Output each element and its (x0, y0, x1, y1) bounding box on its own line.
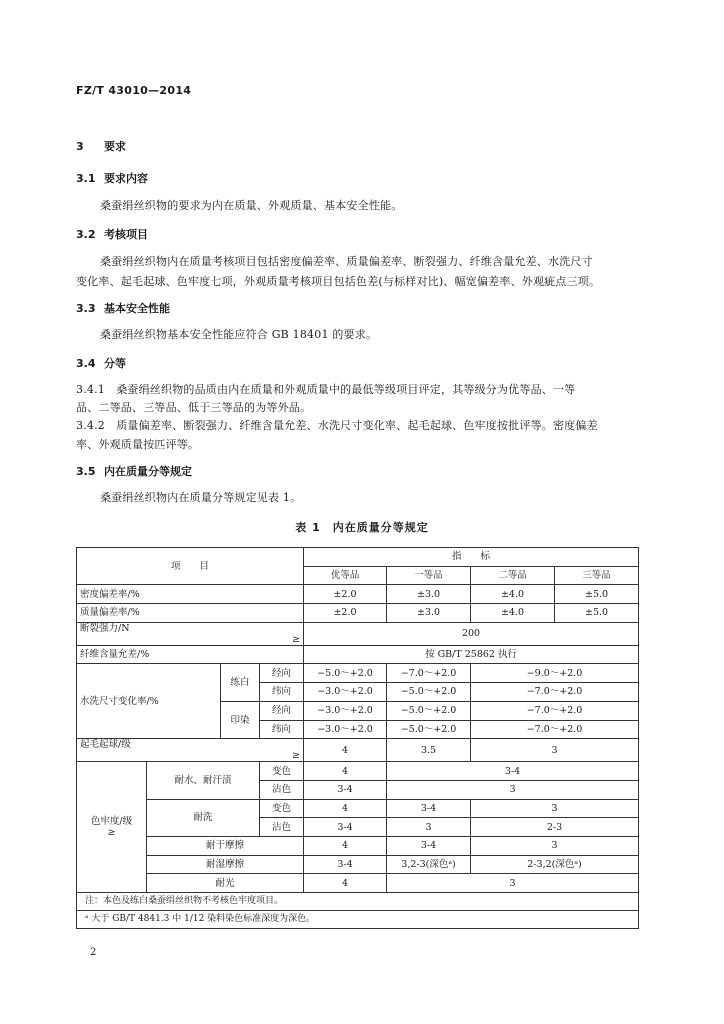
ge-symbol: ≥ (107, 827, 116, 839)
table-cell: −3.0～+2.0 (304, 720, 387, 739)
standard-header: FZ/T 43010—2014 (76, 84, 192, 97)
row-label: 纤维含量允差/% (77, 645, 304, 664)
table-cell: 3 (387, 780, 639, 799)
sub-label-white: 练白 (221, 664, 260, 701)
table-cell: −3.0～+2.0 (304, 683, 387, 702)
row-label (77, 739, 304, 762)
table-cell: 2-3 (471, 818, 639, 837)
table-cell: 4 (304, 874, 387, 893)
table-cell: −9.0～+2.0 (471, 664, 639, 683)
table-cell: 按 GB/T 25862 执行 (304, 645, 639, 664)
direction-warp: 经向 (260, 701, 304, 720)
row-label (77, 622, 304, 645)
section-title: 分等 (104, 357, 126, 370)
section-title: 要求内容 (104, 172, 148, 185)
page-number: 2 (90, 947, 97, 958)
section-3-1-text: 桑蚕绢丝织物的要求为内在质量、外观质量、基本安全性能。 (100, 199, 403, 212)
table-cell: 3.5 (387, 739, 471, 762)
section-3-1-heading (76, 170, 148, 186)
section-3-heading (76, 138, 126, 154)
table-cell: −5.0～+2.0 (387, 720, 471, 739)
section-title: 内在质量分等规定 (104, 465, 192, 478)
table-row-fiber (77, 645, 639, 664)
table-row-pilling (77, 739, 639, 762)
table-cell: 4 (304, 836, 387, 855)
section-number: 3.2 (76, 228, 96, 241)
table-row-wash-white-warp (77, 664, 639, 683)
table-cell: 2-3,2(深色ᵃ) (471, 855, 639, 874)
section-3-4-2-line2: 率、外观质量按匹评等。 (76, 438, 200, 451)
table-cell: 3-4 (387, 836, 471, 855)
section-3-4-2-line1: 3.4.2 质量偏差率、断裂强力、纤维含量允差、水洗尺寸变化率、起毛起球、色牢度按批评等。密度偏差 (76, 419, 598, 432)
section-title: 要求 (104, 140, 126, 153)
table-cell: 3 (387, 818, 471, 837)
header-index: 指 标 (304, 548, 639, 567)
table-cell: 4 (304, 739, 387, 762)
sub-label-light: 耐光 (147, 874, 304, 893)
section-3-3-heading (76, 300, 170, 316)
section-number: 3.1 (76, 172, 96, 185)
row-label-text: 起毛起球/级 (80, 739, 131, 751)
section-title: 考核项目 (104, 228, 148, 241)
table-row-color-wash-fade (77, 799, 639, 818)
table-cell: ±4.0 (471, 585, 555, 604)
table-cell: ±5.0 (555, 604, 639, 623)
sub-label-stain: 沾色 (260, 818, 304, 837)
table-cell: −5.0～+2.0 (387, 701, 471, 720)
table-row-color-dry-rub (77, 836, 639, 855)
table-caption: 表 1 内在质量分等规定 (295, 521, 429, 534)
section-3-4-1-line2: 品、二等品、三等品、低于三等品的为等外品。 (76, 401, 312, 414)
table-footnote: ᵃ 大于 GB/T 4841.3 中 1/12 染料染色标准深度为深色。 (77, 911, 639, 929)
section-number: 3.4 (76, 357, 96, 370)
grade-first: 一等品 (387, 566, 471, 585)
table-cell: 3 (471, 836, 639, 855)
sub-label-dry-rub: 耐干摩擦 (147, 836, 304, 855)
table-cell: 200 (304, 622, 639, 645)
table-cell: ±2.0 (304, 585, 387, 604)
row-label: 质量偏差率/% (77, 604, 304, 623)
section-number: 3.3 (76, 302, 96, 315)
section-3-5-heading (76, 463, 192, 479)
table-row-color-wet-rub (77, 855, 639, 874)
table-note: 注：本色及练白桑蚕绢丝织物不考核色牢度项目。 (77, 893, 639, 911)
sub-label-stain: 沾色 (260, 780, 304, 799)
table-cell: 4 (304, 762, 387, 781)
table-row-density (77, 585, 639, 604)
table-cell: −5.0～+2.0 (387, 683, 471, 702)
table-cell: 3 (471, 799, 639, 818)
table-cell: 3,2-3(深色ᵃ) (387, 855, 471, 874)
sub-label-fade: 变色 (260, 799, 304, 818)
row-label: 水洗尺寸变化率/% (77, 664, 221, 739)
table-row-strength (77, 622, 639, 645)
direction-warp: 经向 (260, 664, 304, 683)
section-3-2-text-line1: 桑蚕绢丝织物内在质量考核项目包括密度偏差率、质量偏差率、断裂强力、纤维含量允差、水洗尺寸 (100, 255, 593, 268)
header-item: 项 目 (77, 548, 304, 585)
table-cell: 3 (387, 874, 639, 893)
table-cell: −7.0～+2.0 (471, 720, 639, 739)
section-3-2-text-line2: 变化率、起毛起球、色牢度七项，外观质量考核项目包括色差(与标样对比)、幅宽偏差率、外观疵点三项。 (76, 275, 601, 288)
direction-weft: 纬向 (260, 720, 304, 739)
table-cell: ±5.0 (555, 585, 639, 604)
row-label-colorfastness (77, 762, 147, 893)
ge-symbol: ≥ (292, 750, 301, 762)
quality-grade-table (76, 547, 639, 929)
table-cell: 3 (471, 739, 639, 762)
table-cell: ±3.0 (387, 604, 471, 623)
table-cell: 3-4 (387, 799, 471, 818)
table-row-mass (77, 604, 639, 623)
section-3-4-1-line1: 3.4.1 桑蚕绢丝织物的品质由内在质量和外观质量中的最低等级项目评定，其等级分为优等品、一等 (76, 383, 576, 396)
table-cell: 3-4 (304, 855, 387, 874)
section-number: 3 (76, 140, 84, 153)
section-number: 3.5 (76, 465, 96, 478)
sub-label-print: 印染 (221, 701, 260, 738)
section-3-5-text: 桑蚕绢丝织物内在质量分等规定见表 1。 (100, 491, 302, 504)
row-label-text: 色牢度/级 (90, 816, 133, 828)
sub-label-water-sweat: 耐水、耐汗渍 (147, 762, 260, 799)
table-cell: −7.0～+2.0 (471, 701, 639, 720)
ge-symbol: ≥ (292, 633, 301, 645)
section-3-2-heading (76, 226, 148, 242)
table-cell: 3-4 (304, 818, 387, 837)
table-header-row (77, 548, 639, 567)
row-label: 密度偏差率/% (77, 585, 304, 604)
section-3-3-text: 桑蚕绢丝织物基本安全性能应符合 GB 18401 的要求。 (100, 328, 378, 341)
table-cell: −7.0～+2.0 (471, 683, 639, 702)
table-row-color-ws-fade (77, 762, 639, 781)
sub-label-fade: 变色 (260, 762, 304, 781)
sub-label-wash: 耐洗 (147, 799, 260, 836)
table-note-row (77, 893, 639, 911)
table-cell: 3-4 (387, 762, 639, 781)
grade-second: 二等品 (471, 566, 555, 585)
section-3-4-heading (76, 355, 126, 371)
table-footnote-row (77, 911, 639, 929)
row-label-text: 断裂强力/N (80, 622, 130, 634)
table-cell: 3-4 (304, 780, 387, 799)
table-cell: −5.0～+2.0 (304, 664, 387, 683)
table-cell: ±2.0 (304, 604, 387, 623)
grade-premium: 优等品 (304, 566, 387, 585)
table-cell: ±4.0 (471, 604, 555, 623)
section-title: 基本安全性能 (104, 302, 170, 315)
sub-label-wet-rub: 耐湿摩擦 (147, 855, 304, 874)
grade-third: 三等品 (555, 566, 639, 585)
table-cell: 4 (304, 799, 387, 818)
table-cell: −7.0～+2.0 (387, 664, 471, 683)
table-cell: ±3.0 (387, 585, 471, 604)
table-row-color-light (77, 874, 639, 893)
direction-weft: 纬向 (260, 683, 304, 702)
table-cell: −3.0～+2.0 (304, 701, 387, 720)
